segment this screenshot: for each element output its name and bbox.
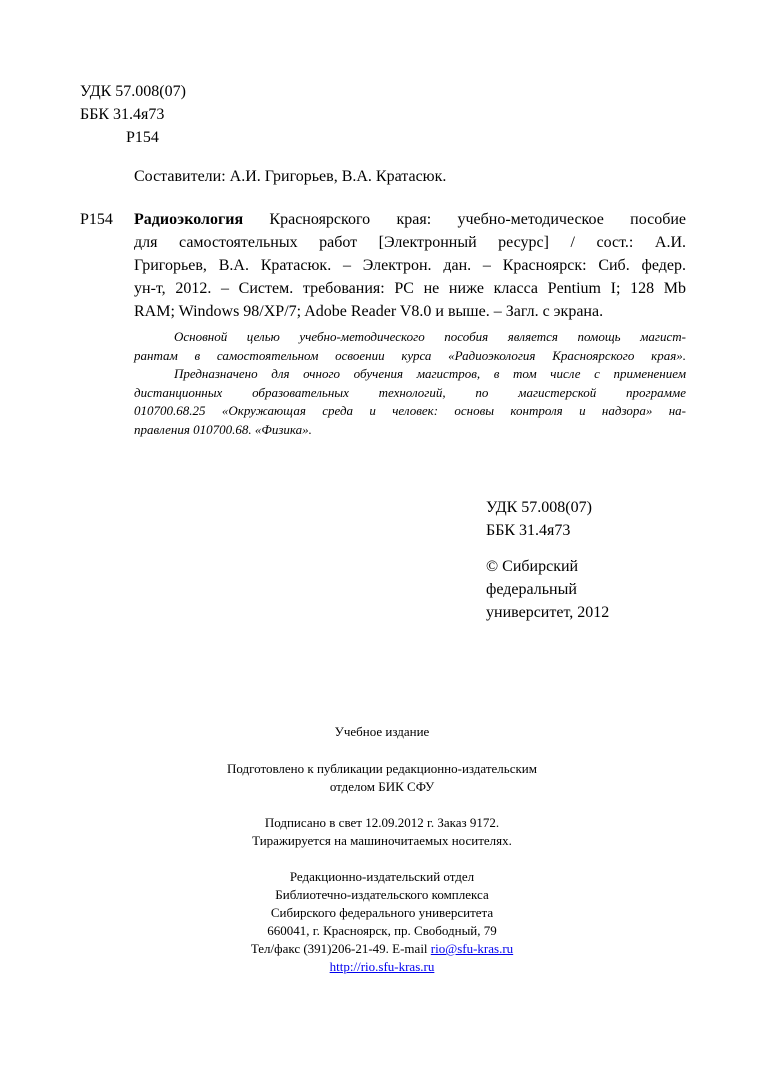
email-link[interactable]: rio@sfu-kras.ru xyxy=(430,941,514,956)
abstract-line-4: дистанционных образовательных технологий, по магистерской программе xyxy=(134,384,686,400)
publisher-dept-line-2: Библиотечно-издательского комплекса xyxy=(275,887,489,902)
author-mark: Р154 xyxy=(126,129,159,146)
compilers-line: Составители: А.И. Григорьев, В.А. Кратасюк. xyxy=(134,168,447,185)
copyright-line-1: © Сибирский xyxy=(486,558,579,575)
book-title: Радиоэкология xyxy=(134,211,244,228)
bib-line-3: Григорьев, В.А. Кратасюк. – Электрон. дан. – Красноярск: Сиб. федер. xyxy=(134,257,686,274)
prepared-line-2: отделом БИК СФУ xyxy=(329,779,435,794)
abstract-line-5: 010700.68.25 «Окружающая среда и человек: основы контроля и надзора» на- xyxy=(134,403,686,418)
prepared-block xyxy=(0,760,764,796)
bib-line-2: для самостоятельных работ [Электронный ресурс] / сост.: А.И. xyxy=(134,234,686,251)
prepared-line-1: Подготовлено к публикации редакционно-издательским xyxy=(226,761,537,776)
udk-code: УДК 57.008(07) xyxy=(80,83,186,100)
bib-line-1-rest: Красноярского края: учебно-методическое пособие xyxy=(243,211,686,228)
bib-author-mark: Р154 xyxy=(80,211,113,228)
bib-line-4: ун-т, 2012. – Систем. требования: PC не ниже класса Pentium I; 128 Mb xyxy=(134,280,686,297)
website-link[interactable]: http://rio.sfu-kras.ru xyxy=(329,959,435,974)
edition-type xyxy=(0,723,764,741)
right-udk-code: УДК 57.008(07) xyxy=(486,499,592,516)
right-bbk-code: ББК 31.4я73 xyxy=(486,522,571,539)
bibliographic-description xyxy=(134,208,686,323)
phone-text: Тел/факс (391)206-21-49. E-mail xyxy=(250,941,431,956)
bib-line-5: RAM; Windows 98/XP/7; Adobe Reader V8.0 и выше. – Загл. с экрана. xyxy=(134,303,604,320)
contact-line xyxy=(0,940,764,958)
replicated-line: Тиражируется на машиночитаемых носителях. xyxy=(252,833,512,848)
bib-line-1 xyxy=(134,208,686,231)
copyright-line-2: федеральный xyxy=(486,581,577,598)
abstract-line-6: правления 010700.68. «Физика». xyxy=(134,421,312,437)
copyright-line-3: университет, 2012 xyxy=(486,604,610,621)
edition-type-text: Учебное издание xyxy=(334,724,430,739)
abstract-line-3: Предназначено для очного обучения магистров, в том числе с применением xyxy=(174,366,686,381)
publisher-address: 660041, г. Красноярск, пр. Свободный, 79 xyxy=(267,923,497,938)
abstract xyxy=(134,328,686,439)
abstract-line-1: Основной целью учебно-методического пособия является помощь магист- xyxy=(174,329,686,344)
publisher-dept-line-3: Сибирского федерального университета xyxy=(270,905,494,920)
publication-block xyxy=(0,814,764,850)
signed-line: Подписано в свет 12.09.2012 г. Заказ 9172. xyxy=(264,815,500,830)
publisher-dept-line-1: Редакционно-издательский отдел xyxy=(289,869,475,884)
website-line xyxy=(0,958,764,976)
publisher-block xyxy=(0,868,764,976)
bbk-code: ББК 31.4я73 xyxy=(80,106,165,123)
abstract-line-2: рантам в самостоятельном освоении курса «Радиоэкология Красноярского края». xyxy=(134,347,686,363)
